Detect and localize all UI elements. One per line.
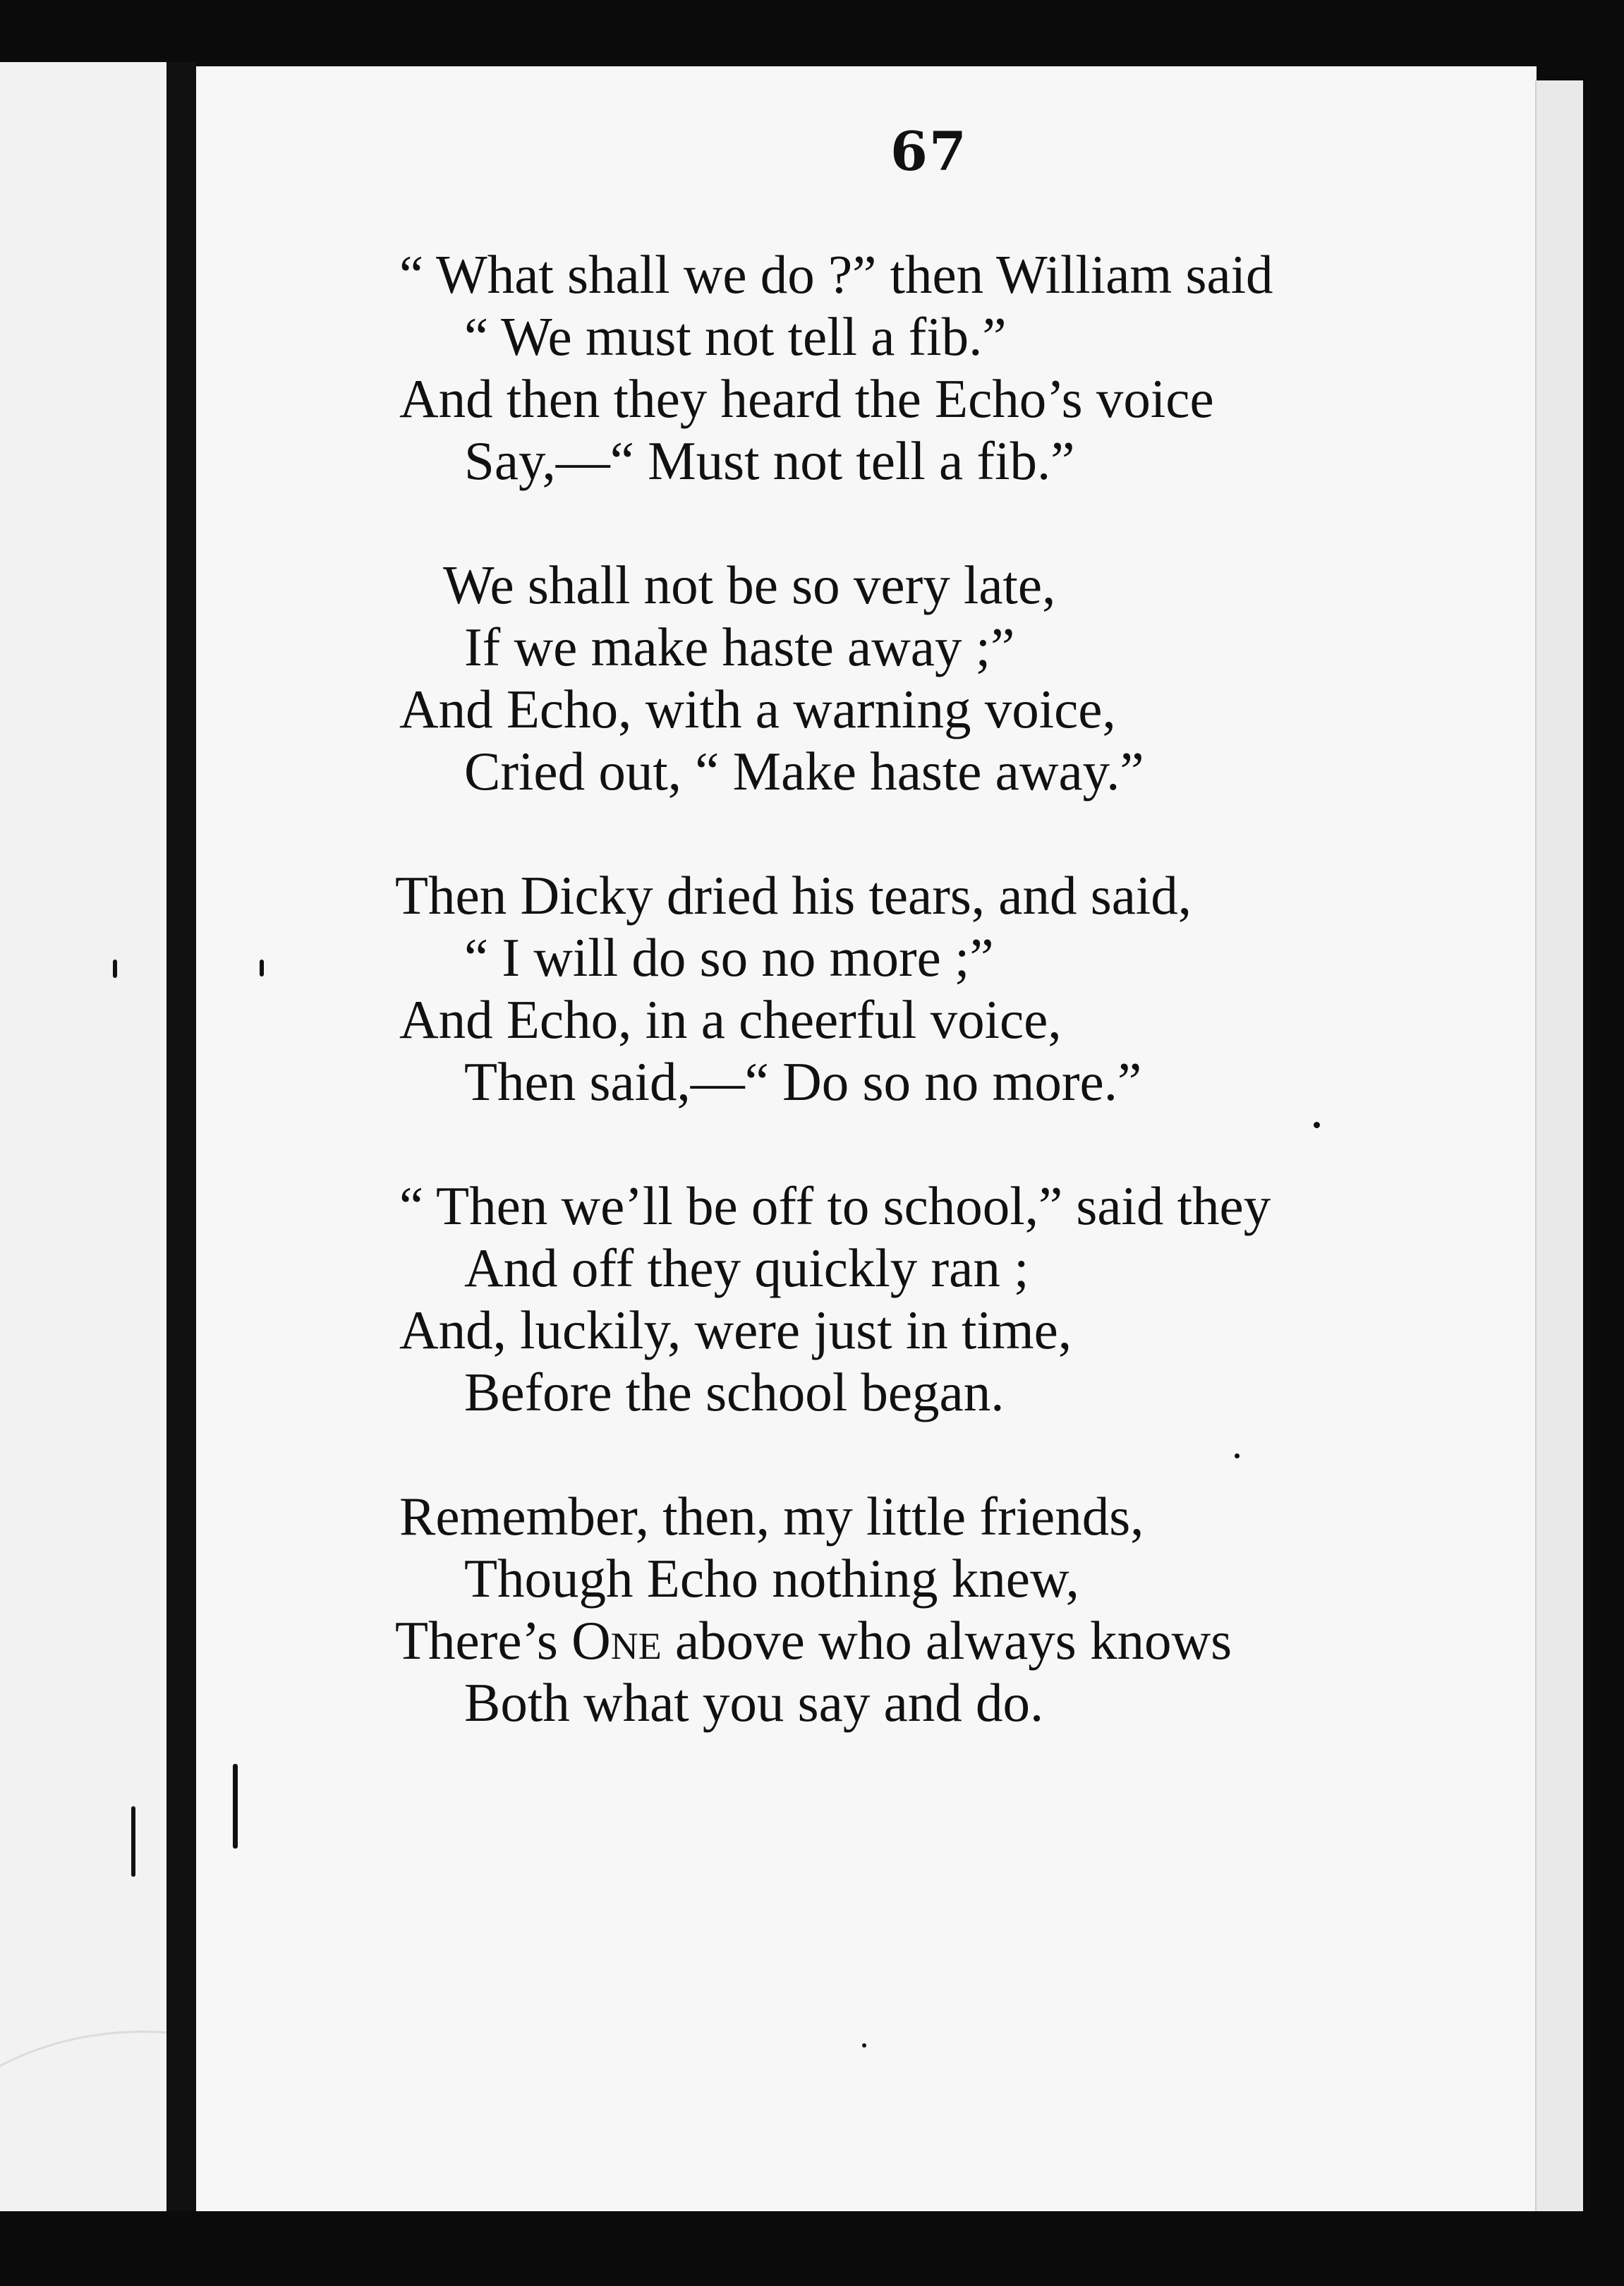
poem-line: “ Then we’ll be off to school,” said they [399,1175,1271,1236]
scan-right-border [1583,0,1624,2286]
page-number: 67 [890,120,968,183]
poem-line: If we make haste away ;” [464,617,1015,677]
poem-line: And then they heard the Echo’s voice [399,368,1214,429]
ink-speck [113,960,117,978]
poem-line: “ I will do so no more ;” [464,927,994,988]
poem-line: Before the school began. [464,1362,1005,1422]
poem-line: Then Dicky dried his tears, and said, [395,865,1192,926]
poem-line: And, luckily, were just in time, [399,1300,1072,1360]
poem-line: “ What shall we do ?” then William said [399,244,1273,305]
stanza [399,554,1273,802]
poem-line: Say,—“ Must not tell a fib.” [464,430,1075,491]
facing-page-edge [0,62,175,2215]
poem-line: “ We must not tell a fib.” [464,306,1007,367]
stanza [399,243,1273,492]
poem-line: And Echo, in a cheerful voice, [399,989,1062,1050]
poem-line [395,1609,1273,1671]
ink-speck [233,1764,238,1849]
poem-text: There’s [395,1610,558,1671]
poem-line: And Echo, with a warning voice, [399,679,1116,739]
poem-line: Though Echo nothing knew, [464,1548,1079,1609]
page-edge-shadow [1535,80,1583,2218]
poem-line: Remember, then, my little friends, [399,1486,1144,1547]
poem-line: We shall not be so very late, [443,555,1056,615]
ink-speck [1314,1122,1320,1128]
ink-speck [131,1806,135,1877]
scan-top-border [0,0,1624,65]
poem-line: Both what you say and do. [464,1672,1044,1733]
poem-text: above who always knows [674,1610,1232,1671]
poem [395,243,1273,1796]
ink-speck [862,2043,866,2048]
stanza [395,864,1273,1113]
emphasized-word: One [571,1610,662,1671]
poem-line: Cried out, “ Make haste away.” [464,741,1144,802]
stanza [399,1175,1273,1423]
poem-line: And off they quickly ran ; [464,1238,1029,1298]
scan-bottom-border [0,2211,1624,2286]
ink-speck [260,960,264,976]
ink-speck [1235,1453,1240,1458]
stanza [395,1485,1273,1734]
poem-line: Then said,—“ Do so no more.” [464,1051,1142,1112]
book-gutter [166,62,196,2215]
